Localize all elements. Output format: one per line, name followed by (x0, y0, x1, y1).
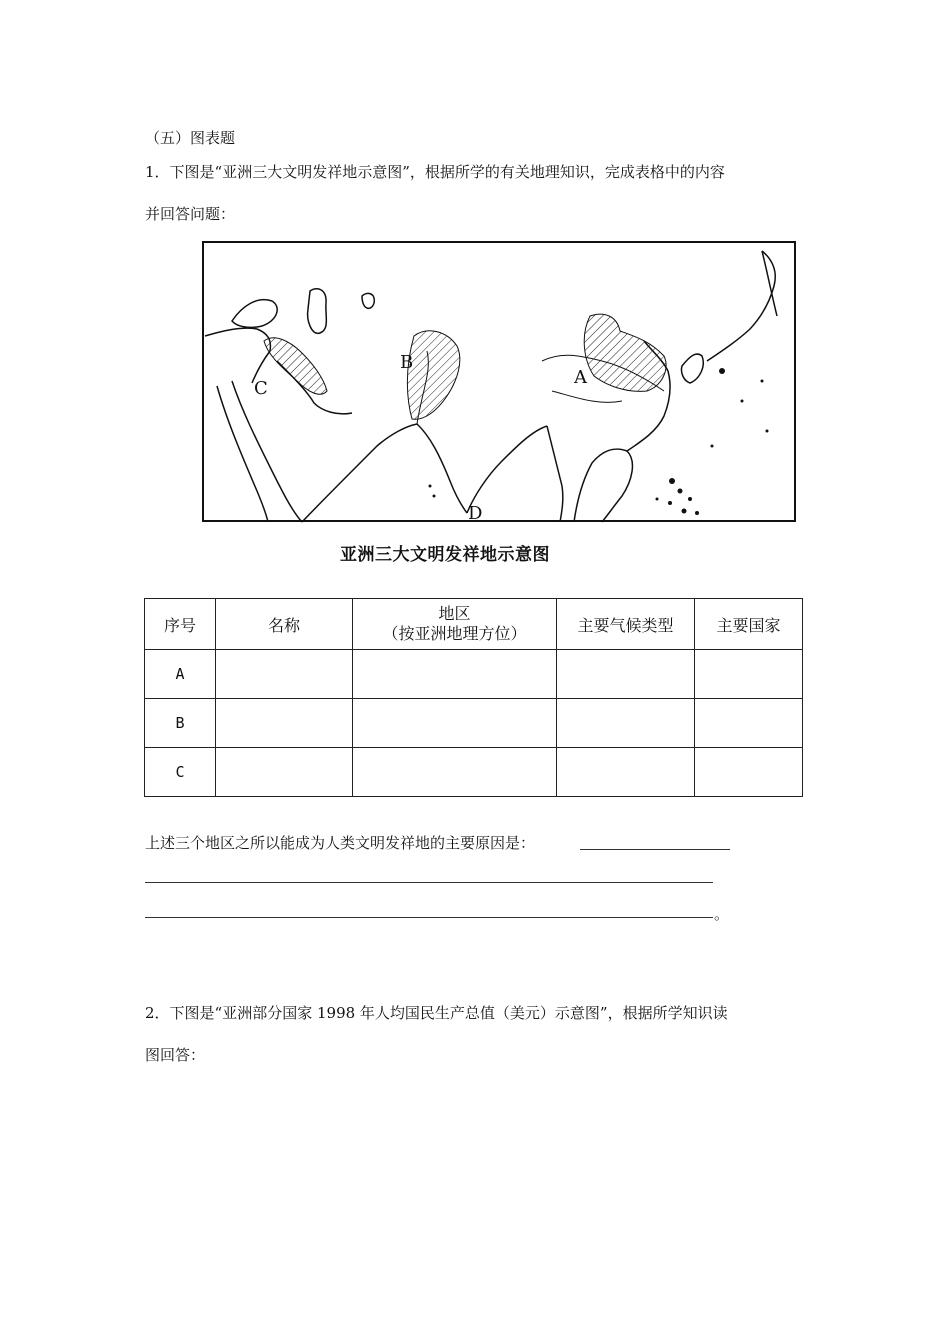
answer-cell[interactable] (695, 748, 803, 797)
reason-prompt: 上述三个地区之所以能成为人类文明发祥地的主要原因是： (145, 834, 536, 852)
answer-cell[interactable] (216, 699, 353, 748)
map-label-c: C (254, 378, 268, 399)
answer-cell[interactable] (695, 650, 803, 699)
map-caption: 亚洲三大文明发祥地示意图 (340, 545, 550, 565)
map-frame (203, 242, 795, 521)
header-region-line2: （按亚洲地理方位） (382, 624, 527, 643)
map-label-a: A (574, 367, 587, 388)
answer-cell[interactable] (557, 650, 695, 699)
question-1-text-line1: 1．下图是“亚洲三大文明发祥地示意图”，根据所学的有关地理知识，完成表格中的内容 (145, 163, 725, 181)
map-label-b: B (400, 352, 414, 373)
table-row (145, 650, 803, 699)
question-2-text-line1: 2．下图是“亚洲部分国家 1998 年人均国民生产总值（美元）示意图”，根据所学知识读 (145, 1004, 728, 1022)
civilization-table (144, 598, 803, 797)
answer-cell[interactable] (557, 748, 695, 797)
answer-blank-line[interactable] (145, 917, 713, 918)
question-1-text-line2: 并回答问题： (145, 205, 236, 223)
header-climate: 主要气候类型 (557, 599, 695, 650)
header-region (353, 599, 557, 650)
header-country: 主要国家 (695, 599, 803, 650)
answer-cell[interactable] (557, 699, 695, 748)
row-label: B (145, 699, 216, 748)
table-row (145, 748, 803, 797)
answer-cell[interactable] (216, 650, 353, 699)
header-index: 序号 (145, 599, 216, 650)
table-row (145, 699, 803, 748)
answer-cell[interactable] (353, 650, 557, 699)
answer-cell[interactable] (216, 748, 353, 797)
answer-cell[interactable] (353, 748, 557, 797)
asia-civilization-map (202, 241, 796, 523)
row-label: A (145, 650, 216, 699)
question-2-text-line2: 图回答： (145, 1046, 206, 1064)
map-label-d: D (468, 503, 483, 523)
end-period: 。 (714, 905, 730, 923)
table-header-row (145, 599, 803, 650)
header-region-line1: 地区 (438, 604, 471, 623)
answer-cell[interactable] (353, 699, 557, 748)
row-label: C (145, 748, 216, 797)
section-title: （五）图表题 (145, 129, 236, 147)
answer-blank-line[interactable] (145, 882, 713, 883)
answer-blank-line[interactable] (580, 849, 730, 850)
answer-cell[interactable] (695, 699, 803, 748)
header-name: 名称 (216, 599, 353, 650)
